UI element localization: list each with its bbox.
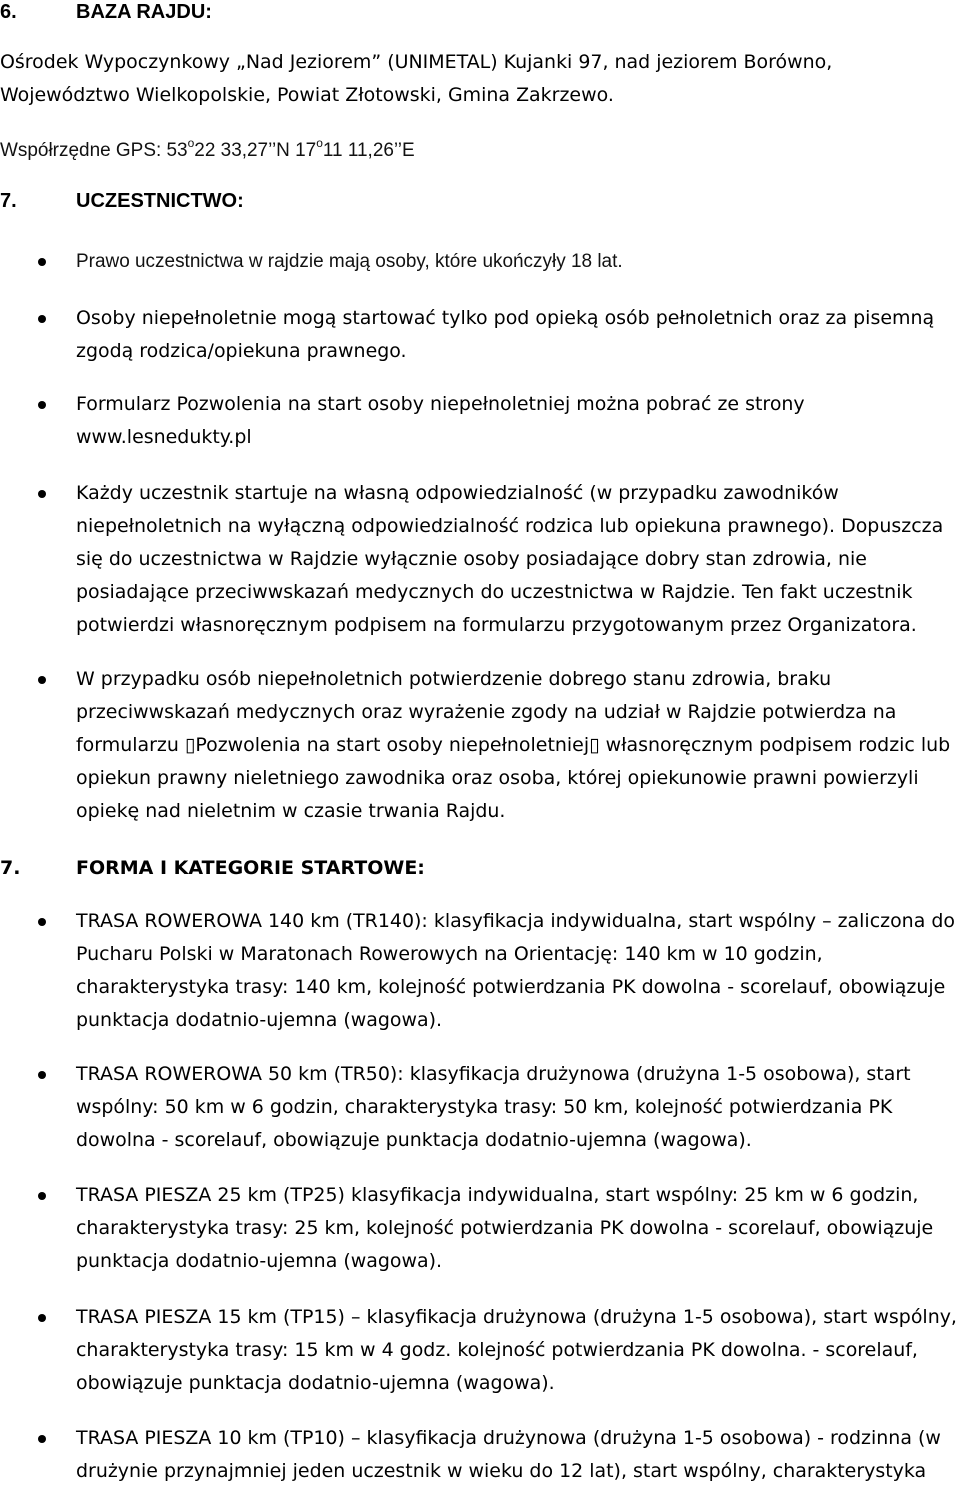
bullet-icon <box>38 1435 46 1443</box>
bullet-icon <box>38 490 46 498</box>
document-page: 6. BAZA RAJDU: Ośrodek Wypoczynkowy „Nad Jeziorem” (UNIMETAL) Kujanki 97, nad jeziorem Borówno, Województwo Wielkopolskie, Powiat Złotowski, Gmina Zakrzewo. Współrzędne GPS: 53$^o$22 33,27’’N 17$^o$11 11,26’’E 7. UCZESTNICTWO: Prawo uczestnictwa w rajdzie mają osoby, które ukończyły 18 lat. Osoby niepełnoletnie mogą startować tylko pod opieką osób pełnoletnich oraz za pisemną zgodą rodzica/opiekuna prawnego. Formularz Pozwolenia na start osoby niepełnoletniej można pobrać ze strony www.lesnedukty.pl Każdy uczestnik startuje na własną odpowiedzialność (w przypadku zawodników niepełnoletnich na wyłączną odpowiedzialność rodzica lub opiekuna prawnego). Dopuszcza się do uczestnictwa w Rajdzie wyłącznie osoby posiadające dobry stan zdrowia, nie posiadające przeciwwskazań medycznych do uczestnictwa w Rajdzie. Ten fakt uczestnik potwierdzi własnoręcznym podpisem na formularzu przygotowanym przez Organizatora. W przypadku osób niepełnoletnich potwierdzenie dobrego stanu zdrowia, braku przeciwwskazań medycznych oraz wyrażenie zgody na udział w Rajdzie potwierdza na formularzu ▯Pozwolenia na start osoby niepełnoletniej▯ własnoręcznym podpisem rodzic lub opiekun prawny nieletniego zawodnika oraz osoba, której opiekunowie prawni powierzyli opiekę nad nieletnim w czasie trwania Rajdu. 7. FORMA I KATEGORIE STARTOWE: TRASA ROWEROWA 140 km (TR140): klasyfikacja indywidualna, start wspólny – zaliczona do Pucharu Polski w Maratonach Rowerowych na Orientację: 140 km w 10 godzin, charakterystyka trasy: 140 km, kolejność potwierdzania PK dowolna - scorelauf, obowiązuje punktacja dodatnio-ujemna (wagowa). TRASA ROWEROWA 50 km (TR50): klasyfikacja drużynowa (drużyna 1-5 osobowa), start wspólny: 50 km w 6 godzin, charakterystyka trasy: 50 km, kolejność potwierdzania PK dowolna - scorelauf, obowiązuje punktacja dodatnio-ujemna (wagowa). TRASA PIESZA 25 km (TP25) klasyfikacja indywidualna, start wspólny: 25 km w 6 godzin, charakterystyka trasy: 25 km, kolejność potwierdzania PK dowolna - scorelauf, obowiązuje punktacja dodatnio-ujemna (wagowa). TRASA PIESZA 15 km (TP15) – klasyfikacja drużynowa (drużyna 1-5 osobowa), start wspólny, charakterystyka trasy: 15 km w 4 godz. kolejność potwierdzania PK dowolna. - scorelauf, obowiązuje punktacja dodatnio-ujemna (wagowa). TRASA PIESZA 10 km (TP10) – klasyfikacja drużynowa (drużyna 1-5 osobowa) - rodzinna (w drużynie przynajmniej jeden uczestnik w wieku do 12 lat), start wspólny, charakterystyka <box>0 0 960 1483</box>
section-title: BAZA RAJDU: <box>76 1 212 23</box>
bullet-icon <box>38 676 46 684</box>
address-line: Województwo Wielkopolskie, Powiat Złotowski, Gmina Zakrzewo. <box>0 84 614 106</box>
section-title: FORMA I KATEGORIE STARTOWE: <box>76 857 425 879</box>
bullet-icon <box>38 315 46 323</box>
section-heading-7-participation <box>0 185 960 218</box>
bullet-icon <box>38 1314 46 1322</box>
website-link[interactable]: www.lesnedukty.pl <box>76 426 252 448</box>
bullet-icon <box>38 1192 46 1200</box>
section-number: 6. <box>0 1 17 23</box>
bullet-icon <box>38 918 46 926</box>
address-paragraph <box>0 46 960 112</box>
section-heading-6 <box>0 0 960 29</box>
section-number: 7. <box>0 857 21 879</box>
section-number: 7. <box>0 190 17 212</box>
section-heading-7-categories <box>0 852 960 885</box>
degree-mark: o <box>316 135 323 150</box>
bullet-icon <box>38 1071 46 1079</box>
address-line: Ośrodek Wypoczynkowy „Nad Jeziorem” (UNIMETAL) Kujanki 97, nad jeziorem Borówno, <box>0 51 833 73</box>
bullet-icon <box>38 401 46 409</box>
section-title: UCZESTNICTWO: <box>76 190 244 212</box>
bullet-icon <box>38 258 46 266</box>
degree-mark: o <box>187 135 195 150</box>
gps-coordinates: Współrzędne GPS: 53$^o$22 33,27’’N 17$^o$11 11,26’’E <box>0 135 415 161</box>
